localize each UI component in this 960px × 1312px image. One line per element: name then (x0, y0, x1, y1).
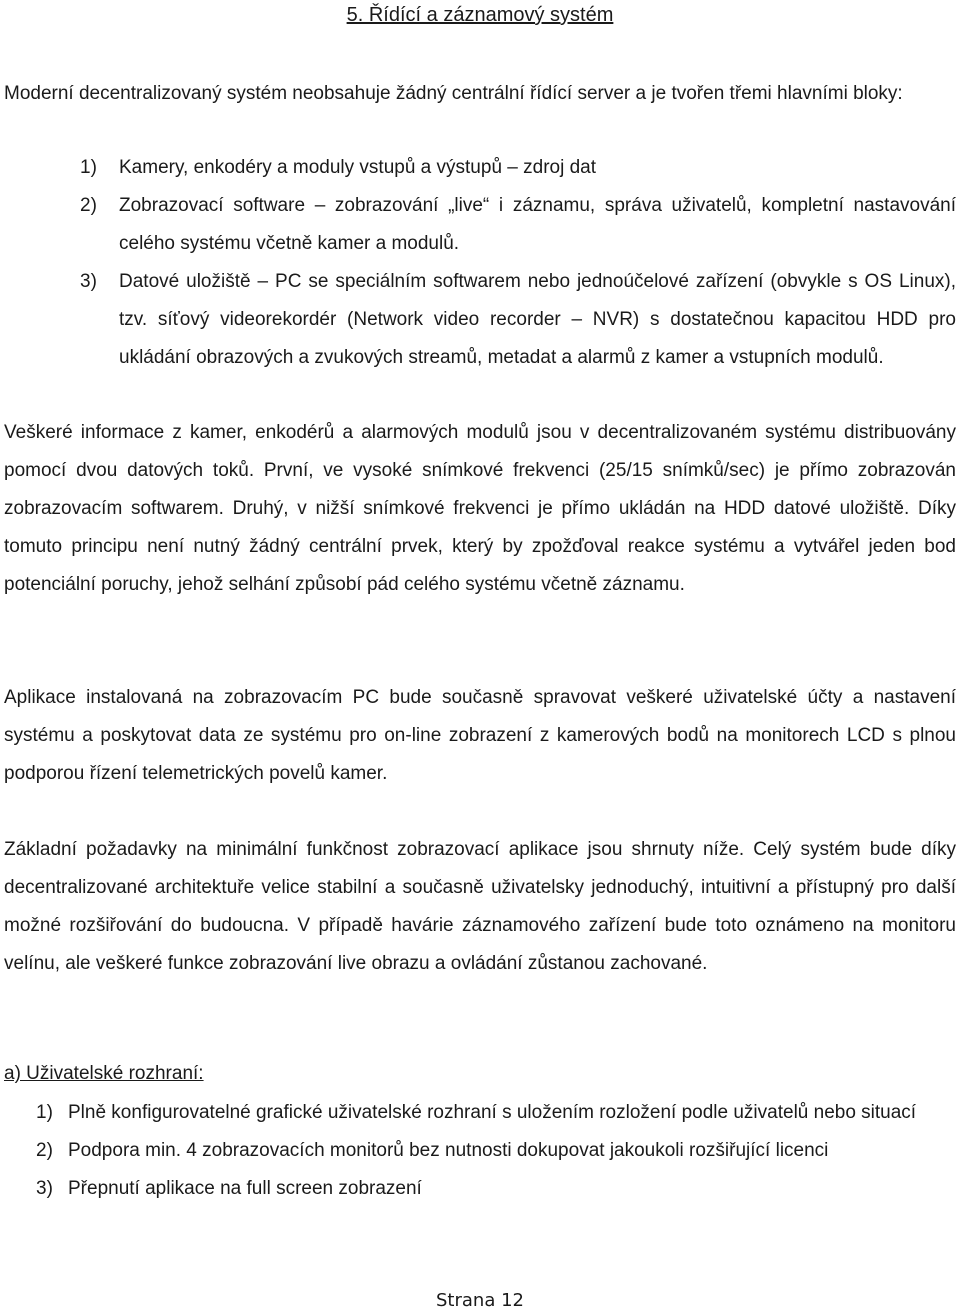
requirements-list (36, 1094, 956, 1208)
list-item (80, 263, 956, 377)
list-item-text: Podpora min. 4 zobrazovacích monitorů bez nutnosti dokupovat jakoukoli rozšiřující licenci (68, 1140, 829, 1161)
list-item-text: Přepnutí aplikace na full screen zobrazení (68, 1178, 422, 1199)
list-item (36, 1094, 956, 1132)
list-item-text: Datové uložiště – PC se speciálním softwarem nebo jednoúčelové zařízení (obvykle s OS Linux), tzv. síťový videorekordér (Network video recorder – NVR) s dostatečnou kapacitou HDD pro ukládání obrazových a zvukových streamů, metadat a alarmů z kamer a vstupních modulů. (119, 271, 956, 368)
data-flows-paragraph: Veškeré informace z kamer, enkodérů a alarmových modulů jsou v decentralizovaném systému distribuovány pomocí dvou datových toků. První, ve vysoké snímkové frekvenci (25/15 snímků/sec) je přímo zobrazován zobrazovacím softwarem. Druhý, v nižší snímkové frekvenci je přímo ukládán na HDD datové uložiště. Díky tomuto principu není nutný žádný centrální prvek, který by zpožďoval reakce systému a vytvářel jeden bod potenciální poruchy, jehož selhání způsobí pád celého systému včetně záznamu. (4, 422, 956, 595)
system-blocks-list (80, 149, 956, 377)
application-paragraph: Aplikace instalovaná na zobrazovacím PC bude současně spravovat veškeré uživatelské účty a nastavení systému a poskytovat data ze systému pro on-line zobrazení z kamerových bodů na monitorech LCD s plnou podporou řízení telemetrických povelů kamer. (4, 687, 956, 784)
list-item (36, 1132, 956, 1170)
list-item-text: Zobrazovací software – zobrazování „live“ i záznamu, správa uživatelů, kompletní nastavování celého systému včetně kamer a modulů. (119, 195, 956, 254)
list-item-number: 2) (36, 1140, 53, 1161)
list-item (80, 149, 956, 187)
requirements-paragraph: Základní požadavky na minimální funkčnost zobrazovací aplikace jsou shrnuty níže. Celý systém bude díky decentralizované architektuře velice stabilní a současně uživatelsky jednoduchý, intuitivní a přístupný pro další možné rozšiřování do budoucna. V případě havárie záznamového zařízení bude toto oznámeno na monitoru velínu, ale veškeré funkce zobrazování live obrazu a ovládání zůstanou zachované. (4, 839, 956, 974)
section-heading: 5. Řídící a záznamový systém (346, 4, 614, 26)
list-item-number: 3) (80, 271, 97, 292)
list-item-text: Plně konfigurovatelné grafické uživatelské rozhraní s uložením rozložení podle uživatelů nebo situací (68, 1102, 917, 1123)
list-item (80, 187, 956, 263)
list-item-number: 3) (36, 1178, 53, 1199)
list-item-text: Kamery, enkodéry a moduly vstupů a výstupů – zdroj dat (119, 157, 597, 178)
page-number: Strana 12 (436, 1290, 524, 1311)
intro-paragraph: Moderní decentralizovaný systém neobsahuje žádný centrální řídící server a je tvořen třemi hlavními bloky: (4, 83, 903, 104)
list-item-number: 1) (36, 1102, 53, 1123)
list-item-number: 1) (80, 157, 97, 178)
list-item (36, 1170, 956, 1208)
list-item-number: 2) (80, 195, 97, 216)
user-interface-subheading: a) Uživatelské rozhraní: (4, 1063, 204, 1084)
